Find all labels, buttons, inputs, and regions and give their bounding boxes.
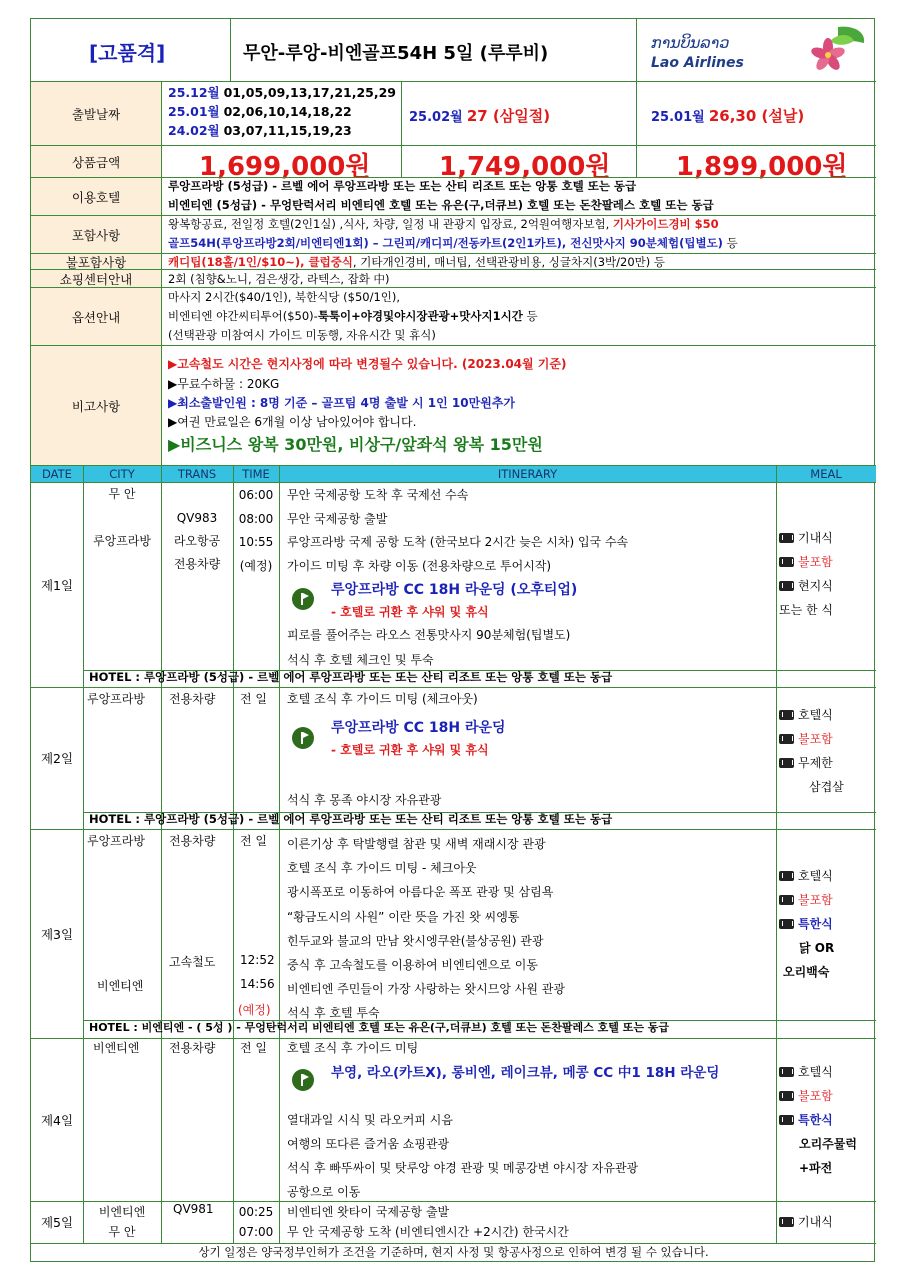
exclude-rest: , 기타개인경비, 매너팁, 선택관광비용, 싱글차지(3박/20만) 등 bbox=[352, 255, 666, 269]
day-2-meal-4: 삼겹살 bbox=[809, 780, 844, 794]
price-3: 1,899,000원 bbox=[676, 152, 848, 182]
special-month-1: 25.02월 bbox=[409, 110, 463, 125]
day-4-meal-4: 오리주물럭 bbox=[799, 1137, 857, 1151]
day-1-meal-3: 현지식 bbox=[779, 574, 833, 598]
day-3-item-5: 힌두교와 불교의 만남 왓시엥쿠완(불상공원) 관광 bbox=[287, 933, 544, 948]
day-4-item-2: 열대과일 시식 및 라오커피 시음 bbox=[287, 1113, 453, 1127]
day-4-label: 제4일 bbox=[40, 1112, 74, 1128]
day-4-meal-5: +파전 bbox=[799, 1161, 833, 1175]
remarks-label: 비고사항 bbox=[31, 346, 161, 465]
airline-logo-script: ການບິນລາວ bbox=[651, 33, 730, 52]
airline-logo bbox=[643, 23, 868, 77]
include-line-2: 골프54H(루앙프라방2회/비엔티엔1회) – 그린피/캐디피/전동카트(2인1카트), 전신맛사지 90분체험(팁별도) bbox=[168, 236, 723, 250]
day-3-item-8: 석식 후 호텔 투숙 bbox=[287, 1006, 380, 1021]
meal-icon bbox=[779, 1067, 794, 1077]
day-3-time-2: 12:52 bbox=[240, 953, 275, 967]
day-3-item-2: 호텔 조식 후 가이드 미팅 - 체크아웃 bbox=[287, 861, 477, 876]
day-1-hotel: HOTEL : 루앙프라방 (5성급) - 르벨 에어 루앙프라방 또는 또는 산티 리조트 또는 앙통 호텔 또는 동급 bbox=[89, 670, 613, 684]
day-1-trans-1: QV983 bbox=[176, 511, 218, 525]
remark-2: ▶무료수하물 : 20KG bbox=[168, 377, 280, 391]
day-2-golf: 루앙프라방 CC 18H 라운딩 bbox=[331, 720, 506, 736]
day-1-time-1: 06:00 bbox=[238, 488, 274, 502]
day-4-item-4: 석식 후 빠뚜싸이 및 탓루앙 야경 관광 및 메콩강변 야시장 자유관광 bbox=[287, 1161, 639, 1175]
day-2-city-1: 루앙프라방 bbox=[87, 692, 145, 706]
options-label: 옵션안내 bbox=[31, 288, 161, 345]
day-4-item-1: 호텔 조식 후 가이드 미팅 bbox=[287, 1041, 419, 1055]
day-5-city-2: 무 안 bbox=[108, 1225, 136, 1239]
day-1-city-1: 무 안 bbox=[108, 487, 136, 501]
day-2-time-1: 전 일 bbox=[240, 692, 267, 706]
golf-flag-icon bbox=[292, 727, 314, 749]
day-3-item-7: 비엔티엔 주민들이 가장 사랑하는 왓시므앙 사원 관광 bbox=[287, 982, 565, 997]
day-3-meal-5: 오리백숙 bbox=[783, 965, 830, 979]
meal-icon bbox=[779, 1115, 794, 1125]
golf-flag-icon bbox=[292, 588, 314, 610]
day-4-item-3: 여행의 또다른 즐거움 쇼핑관광 bbox=[287, 1137, 450, 1151]
day-4-meal-2: 불포함 bbox=[779, 1084, 857, 1108]
day-1-item-6: 석식 후 호텔 체크인 및 투숙 bbox=[287, 653, 434, 667]
day-3-item-4: “황금도시의 사원” 이란 뜻을 가진 왓 씨엥통 bbox=[287, 909, 520, 924]
include-label: 포함사항 bbox=[31, 216, 161, 253]
day-4-time-1: 전 일 bbox=[240, 1041, 267, 1055]
dep-month-2: 25.01월 bbox=[168, 104, 220, 119]
special-days-1: 27 (삼일절) bbox=[466, 107, 551, 125]
day-3-meal-2: 불포함 bbox=[779, 888, 834, 912]
day-3-trans-1: 전용차량 bbox=[169, 834, 216, 848]
col-meal: MEAL bbox=[776, 465, 876, 482]
remark-1: ▶고속철도 시간은 현지사정에 따라 변경될수 있습니다. (2023.04월 기준) bbox=[168, 357, 567, 371]
hotel-label: 이용호텔 bbox=[31, 178, 161, 215]
day-2-trans-1: 전용차량 bbox=[169, 692, 216, 706]
meal-icon bbox=[779, 533, 794, 543]
day-3-time-1: 전 일 bbox=[240, 834, 267, 848]
day-1-time-3: 10:55 bbox=[238, 535, 274, 549]
day-5-label: 제5일 bbox=[40, 1215, 74, 1230]
grade-label: [고품격] bbox=[89, 41, 166, 65]
hotel-line-1: 루앙프라방 (5성급) - 르벨 에어 루앙프라방 또는 또는 산티 리조트 또는 앙통 호텔 또는 동급 bbox=[168, 179, 637, 193]
options-line-2: 비엔티엔 야간씨티투어($50)- bbox=[168, 309, 318, 323]
day-2-golf-sub: - 호텔로 귀환 후 샤워 및 휴식 bbox=[331, 743, 489, 757]
day-1-meal-1: 기내식 bbox=[779, 526, 833, 550]
day-5-item-2: 무 안 국제공항 도착 (비엔티엔시간 +2시간) 한국시간 bbox=[287, 1225, 569, 1239]
hotel-line-2: 비엔티엔 (5성급) - 무엉탄럭서리 비엔티엔 호텔 또는 유은(구,더큐브) 호텔 또는 돈찬팔레스 호텔 또는 동급 bbox=[168, 198, 714, 212]
col-itinerary: ITINERARY bbox=[279, 465, 776, 482]
price-1: 1,699,000원 bbox=[199, 152, 371, 182]
day-4-meal-1: 호텔식 bbox=[779, 1060, 857, 1084]
dep-days-1: 01,05,09,13,17,21,25,29 bbox=[223, 85, 397, 100]
day-2-hotel: HOTEL : 루앙프라방 (5성급) - 르벨 에어 루앙프라방 또는 또는 산티 리조트 또는 앙통 호텔 또는 동급 bbox=[89, 812, 613, 826]
frangipani-flower-icon bbox=[808, 23, 868, 73]
day-5-item-1: 비엔티엔 왓타이 국제공항 출발 bbox=[287, 1205, 450, 1219]
day-1-item-4: 가이드 미팅 후 차량 이동 (전용차량으로 투어시작) bbox=[287, 558, 552, 573]
options-line-1: 마사지 2시간($40/1인), 북한식당 ($50/1인), bbox=[168, 290, 401, 304]
day-2-item-1: 호텔 조식 후 가이드 미팅 (체크아웃) bbox=[287, 692, 478, 706]
day-3-meal-1: 호텔식 bbox=[779, 864, 834, 888]
day-5-meal-1: 기내식 bbox=[779, 1213, 833, 1230]
day-1-meal-2: 불포함 bbox=[779, 550, 833, 574]
day-1-time-2: 08:00 bbox=[238, 511, 274, 526]
day-3-city-2: 비엔티엔 bbox=[97, 979, 144, 993]
departure-dates bbox=[168, 83, 396, 140]
golf-flag-icon bbox=[292, 1069, 314, 1091]
day-3-trans-2: 고속철도 bbox=[169, 955, 216, 969]
special-days-2: 26,30 (설날) bbox=[708, 107, 805, 125]
dep-days-2: 02,06,10,14,18,22 bbox=[223, 104, 352, 119]
day-4-item-5: 공항으로 이동 bbox=[287, 1185, 361, 1199]
day-5-trans-1: QV981 bbox=[173, 1202, 214, 1216]
day-1-meal-4: 또는 한 식 bbox=[779, 603, 833, 617]
meal-icon bbox=[779, 758, 794, 768]
remark-4: ▶여권 만료일은 6개월 이상 남아있어야 합니다. bbox=[168, 415, 417, 429]
options-night-tour: 툭툭이+야경및야시장관광+맛사지1시간 bbox=[317, 309, 523, 323]
col-city: CITY bbox=[83, 465, 161, 482]
include-etc: 등 bbox=[722, 236, 738, 250]
day-3-time-4: (예정) bbox=[238, 1003, 271, 1017]
shopping-text: 2회 (침향&노니, 검은생강, 라텍스, 잡화 中) bbox=[168, 272, 390, 286]
options-etc: 등 bbox=[522, 309, 538, 323]
dep-month-3: 24.02월 bbox=[168, 123, 220, 138]
meal-icon bbox=[779, 895, 794, 905]
day-1-trans-3: 전용차량 bbox=[173, 557, 221, 571]
col-trans: TRANS bbox=[161, 465, 233, 482]
day-3-item-6: 중식 후 고속철도를 이용하여 비엔티엔으로 이동 bbox=[287, 958, 538, 973]
day-3-label: 제3일 bbox=[40, 926, 74, 942]
day-2-meal-1: 호텔식 bbox=[779, 703, 844, 727]
itinerary-sheet bbox=[30, 18, 875, 1262]
meal-icon bbox=[779, 734, 794, 744]
price-2: 1,749,000원 bbox=[439, 152, 611, 182]
day-4-meal-3: 특한식 bbox=[779, 1108, 857, 1132]
exclude-caddy-tip: 캐디팁(18홀/1인/$10~), 클럽중식 bbox=[168, 255, 353, 269]
day-3-meal-4: 닭 OR bbox=[799, 941, 835, 955]
day-3-time-3: 14:56 bbox=[240, 977, 275, 991]
day-4-city-1: 비엔티엔 bbox=[93, 1041, 140, 1055]
meal-icon bbox=[779, 871, 794, 881]
price-label: 상품금액 bbox=[31, 146, 161, 177]
meal-icon bbox=[779, 919, 794, 929]
day-3-meal-3: 특한식 bbox=[779, 912, 834, 936]
day-3-city-1: 루앙프라방 bbox=[87, 834, 145, 848]
day-3-item-1: 이른기상 후 탁발행렬 참관 및 새벽 재래시장 관광 bbox=[287, 837, 546, 851]
day-5-time-1: 00:25 bbox=[238, 1205, 274, 1219]
col-date: DATE bbox=[31, 465, 83, 482]
meal-icon bbox=[779, 1217, 794, 1227]
page-title: 무안-루앙-비엔골프54H 5일 (루루비) bbox=[243, 43, 549, 64]
day-1-item-3: 루앙프라방 국제 공항 도착 (한국보다 2시간 늦은 시차) 입국 수속 bbox=[287, 535, 629, 549]
day-1-time-4: (예정) bbox=[239, 558, 273, 573]
departure-label: 출발날짜 bbox=[31, 82, 161, 145]
footer-note: 상기 일정은 양국정부인허가 조건을 기준하며, 현지 사정 및 항공사정으로 인하여 변경 될 수 있습니다. bbox=[198, 1245, 709, 1259]
meal-icon bbox=[779, 581, 794, 591]
meal-icon bbox=[779, 710, 794, 720]
meal-icon bbox=[779, 1091, 794, 1101]
day-1-item-5: 피로를 풀어주는 라오스 전통맛사지 90분체험(팁별도) bbox=[287, 628, 571, 642]
day-3-hotel: HOTEL : 비엔티엔 - ( 5성 ) - 무엉탄럭서리 비엔티엔 호텔 또는 유은(구,더큐브) 호텔 또는 돈찬팔레스 호텔 또는 동급 bbox=[89, 1021, 670, 1034]
day-5-city-1: 비엔티엔 bbox=[98, 1205, 146, 1219]
special-month-2: 25.01월 bbox=[651, 110, 705, 125]
day-2-label: 제2일 bbox=[40, 751, 74, 766]
day-1-item-1: 무안 국제공항 도착 후 국제선 수속 bbox=[287, 488, 469, 502]
include-line-1: 왕복항공료, 전일정 호텔(2인1실) ,식사, 차량, 일정 내 관광지 입장료, 2억원여행자보험, bbox=[168, 217, 613, 231]
day-1-city-2: 루앙프라방 bbox=[93, 534, 151, 548]
options-line-3: (선택관광 미참여시 가이드 미동행, 자유시간 및 휴식) bbox=[168, 328, 436, 342]
day-1-golf: 루앙프라방 CC 18H 라운딩 (오후티업) bbox=[331, 582, 578, 598]
include-guide-fee: 기사가이드경비 $50 bbox=[612, 217, 719, 231]
day-2-meal-3: 무제한 bbox=[779, 751, 844, 775]
airline-logo-name: Lao Airlines bbox=[651, 55, 744, 71]
dep-month-1: 25.12월 bbox=[168, 85, 220, 100]
shopping-label: 쇼핑센터안내 bbox=[31, 270, 161, 287]
exclude-label: 불포함사항 bbox=[31, 254, 161, 269]
day-1-trans-2: 라오항공 bbox=[173, 534, 221, 548]
day-5-time-2: 07:00 bbox=[238, 1225, 274, 1239]
day-3-item-3: 광시폭포로 이동하여 아름다운 폭포 관광 및 삼림욕 bbox=[287, 885, 554, 900]
day-1-label: 제1일 bbox=[40, 577, 74, 593]
meal-icon bbox=[779, 557, 794, 567]
day-4-golf: 부영, 라오(카트X), 롱비엔, 레이크뷰, 메콩 CC 中1 18H 라운딩 bbox=[331, 1065, 720, 1081]
day-1-item-2: 무안 국제공항 출발 bbox=[287, 511, 388, 526]
dep-days-3: 03,07,11,15,19,23 bbox=[223, 123, 352, 138]
remark-3: ▶최소출발인원 : 8명 기준 – 골프팀 4명 출발 시 1인 10만원추가 bbox=[168, 396, 515, 410]
day-2-item-2: 석식 후 몽족 야시장 자유관광 bbox=[287, 793, 442, 807]
day-4-trans-1: 전용차량 bbox=[169, 1041, 216, 1055]
col-time: TIME bbox=[233, 465, 279, 482]
remark-5: ▶비즈니스 왕복 30만원, 비상구/앞좌석 왕복 15만원 bbox=[168, 435, 543, 454]
day-1-golf-sub: - 호텔로 귀환 후 샤워 및 휴식 bbox=[331, 605, 489, 619]
day-2-meal-2: 불포함 bbox=[779, 727, 844, 751]
